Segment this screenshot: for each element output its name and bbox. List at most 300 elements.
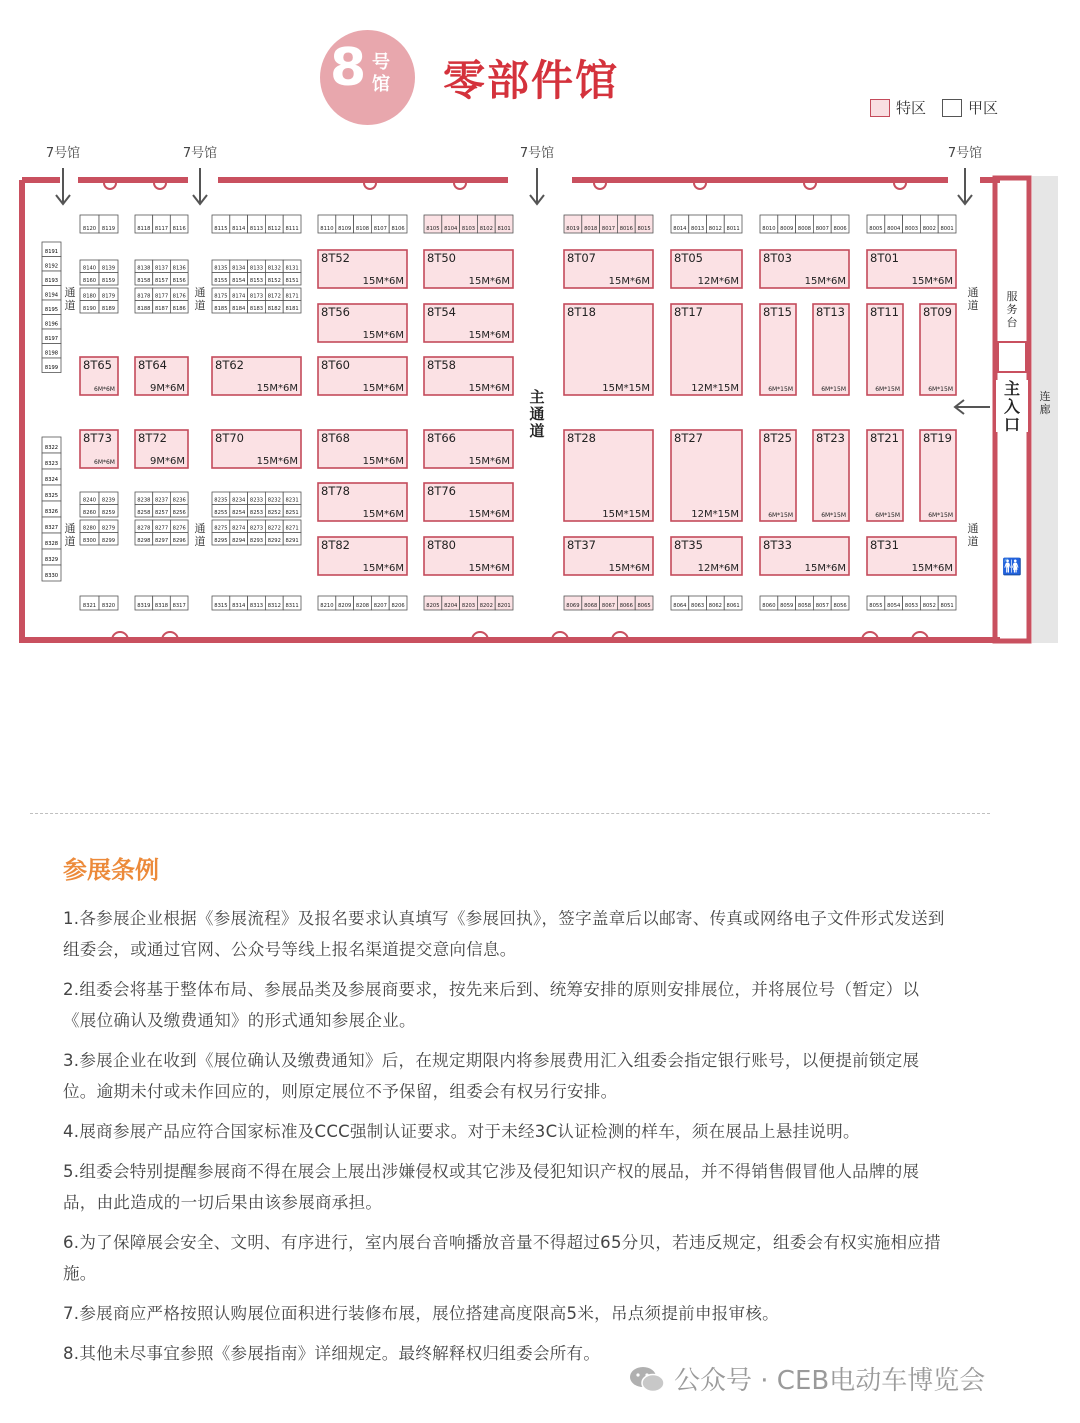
small-booth-label: 8293 xyxy=(249,538,264,544)
main-entrance-label: 主 xyxy=(1003,379,1021,398)
small-booth-label: 8112 xyxy=(267,226,281,232)
legend-special-label: 特区 xyxy=(896,99,927,117)
small-booth-label: 8156 xyxy=(172,278,186,284)
booth-id: 8T03 xyxy=(763,251,792,265)
small-booth-label: 8196 xyxy=(44,321,59,328)
small-booth-label: 8005 xyxy=(869,226,883,232)
small-booth-label: 8187 xyxy=(154,306,169,312)
booth-id: 8T37 xyxy=(567,538,596,552)
small-booth-label: 8232 xyxy=(267,497,281,504)
booth-id: 8T64 xyxy=(138,358,167,372)
small-booth-label: 8238 xyxy=(137,497,151,504)
small-booth-label: 8172 xyxy=(267,293,281,300)
booth-size: 15M*6M xyxy=(804,563,846,574)
small-booth-label: 8193 xyxy=(44,278,59,284)
small-booth-label: 8140 xyxy=(82,265,97,272)
small-booth-label: 8004 xyxy=(887,226,901,232)
booth-size: 15M*15M xyxy=(602,509,650,520)
rule-item: 2.组委会将基于整体布局、参展品类及参展商要求，按先来后到、统筹安排的原则安排展位，并将展位号（暂定）以《展位确认及缴费通知》的形式通知参展企业。 xyxy=(63,980,920,1030)
booth-size: 15M*6M xyxy=(256,456,298,467)
booth-size: 15M*6M xyxy=(804,276,846,287)
small-booth-label: 8185 xyxy=(214,306,228,312)
small-booth-label: 8155 xyxy=(214,278,228,284)
aisle-label: 通 xyxy=(194,522,206,535)
small-booth-label: 8191 xyxy=(44,249,59,255)
small-booth-label: 8192 xyxy=(44,263,59,270)
small-booth-label: 8279 xyxy=(101,525,116,532)
small-booth-label: 8178 xyxy=(137,293,151,300)
booth-size: 6M*15M xyxy=(821,512,846,519)
booth-size: 12M*6M xyxy=(697,276,739,287)
small-booth-label: 8132 xyxy=(267,265,281,272)
small-booth-label: 8184 xyxy=(232,306,246,312)
small-booth-label: 8254 xyxy=(232,510,246,516)
hall7-label: 7号馆 xyxy=(519,146,555,161)
hall-badge-text: 号馆 xyxy=(372,52,390,95)
booth-size: 6M*15M xyxy=(821,386,846,393)
booth-size: 15M*6M xyxy=(362,383,404,394)
booth-size: 15M*15M xyxy=(602,383,650,394)
small-booth-label: 8180 xyxy=(82,293,97,300)
booth-size: 15M*6M xyxy=(608,276,650,287)
rule-item: 3.参展企业在收到《展位确认及缴费通知》后，在规定期限内将参展费用汇入组委会指定银行账号，以便提前锁定展位。逾期未付或未作回应的，则原定展位不予保留，组委会有权另行安排。 xyxy=(63,1051,920,1101)
small-booth-label: 8205 xyxy=(426,603,440,609)
booth-size: 15M*6M xyxy=(256,383,298,394)
small-booth-label: 8017 xyxy=(601,226,616,232)
booth-size: 6M*15M xyxy=(928,386,953,393)
small-booth-label: 8278 xyxy=(137,525,151,532)
booth-id: 8T31 xyxy=(870,538,899,552)
small-booth-label: 8102 xyxy=(479,226,493,232)
hall7-label: 7号馆 xyxy=(45,146,81,161)
small-booth-label: 8260 xyxy=(82,510,97,516)
small-booth-label: 8314 xyxy=(232,603,246,609)
small-booth-label: 8055 xyxy=(869,603,883,609)
booth-id: 8T28 xyxy=(567,431,596,445)
small-booth-label: 8328 xyxy=(44,541,59,547)
down-arrow-icon xyxy=(193,168,207,204)
booth-id: 8T25 xyxy=(763,431,792,445)
aisle-label: 道 xyxy=(967,535,979,548)
small-booth-label: 8109 xyxy=(338,226,352,232)
small-booth-label: 8240 xyxy=(82,497,97,504)
small-booth-label: 8313 xyxy=(249,603,264,609)
booth-size: 15M*6M xyxy=(362,276,404,287)
small-booth-label: 8173 xyxy=(249,293,264,300)
small-booth-label: 8326 xyxy=(44,509,59,515)
rules-title: 参展条例 xyxy=(63,856,159,884)
small-booth-label: 8257 xyxy=(154,510,169,516)
small-booth-label: 8299 xyxy=(101,538,116,544)
small-booth-label: 8209 xyxy=(338,603,352,609)
rule-item: 1.各参展企业根据《参展流程》及报名要求认真填写《参展回执》，签字盖章后以邮寄、传真或网络电子文件形式发送到组委会，或通过官网、公众号等线上报名渠道提交意向信息。 xyxy=(63,909,945,959)
small-booth-label: 8177 xyxy=(154,293,169,300)
small-booth-label: 8054 xyxy=(887,603,901,609)
small-booth-label: 8321 xyxy=(82,603,97,609)
small-booth-label: 8104 xyxy=(444,226,458,232)
booth-size: 12M*15M xyxy=(691,509,739,520)
booth-id: 8T07 xyxy=(567,251,596,265)
small-booth-label: 8116 xyxy=(172,226,186,232)
booth-id: 8T01 xyxy=(870,251,899,265)
small-booth-label: 8103 xyxy=(461,226,476,232)
small-booth-label: 8014 xyxy=(673,226,687,232)
booth-id: 8T09 xyxy=(923,305,952,319)
small-booth-label: 8158 xyxy=(137,278,151,284)
small-booth-label: 8274 xyxy=(232,525,246,532)
small-booth-label: 8001 xyxy=(940,226,954,232)
small-booth-label: 8202 xyxy=(479,603,493,609)
booth-size: 12M*6M xyxy=(697,563,739,574)
small-booth-label: 8015 xyxy=(637,226,651,232)
booth-id: 8T21 xyxy=(870,431,899,445)
booth-size: 15M*6M xyxy=(468,563,510,574)
small-booth-label: 8252 xyxy=(267,510,281,516)
door-icon xyxy=(804,183,816,189)
small-booth-label: 8312 xyxy=(267,603,281,609)
restroom-icon: 🚻 xyxy=(1002,557,1022,576)
small-booth-label: 8114 xyxy=(232,226,246,232)
booth-size: 9M*6M xyxy=(150,456,185,467)
small-booth-label: 8154 xyxy=(232,278,246,284)
small-booth-label: 8137 xyxy=(154,265,169,272)
aisle-label: 通 xyxy=(967,286,979,299)
small-booth-label: 8277 xyxy=(154,525,169,532)
booth-id: 8T60 xyxy=(321,358,350,372)
booth-id: 8T15 xyxy=(763,305,792,319)
small-booth-label: 8320 xyxy=(101,603,116,609)
small-booth-label: 8060 xyxy=(762,603,776,609)
small-booth-label: 8194 xyxy=(44,292,59,299)
small-booth-label: 8066 xyxy=(619,603,633,609)
small-booth-label: 8208 xyxy=(355,603,370,609)
booth-id: 8T05 xyxy=(674,251,703,265)
hall7-label: 7号馆 xyxy=(947,146,983,161)
booth-id: 8T17 xyxy=(674,305,703,319)
booth-size: 15M*6M xyxy=(362,456,404,467)
small-booth-label: 8294 xyxy=(232,538,246,544)
small-booth-label: 8068 xyxy=(584,603,598,609)
booth-id: 8T78 xyxy=(321,484,350,498)
wechat-icon xyxy=(628,1364,666,1394)
floor-plan xyxy=(0,0,1080,660)
small-booth-label: 8101 xyxy=(497,226,511,232)
aisle-label: 通 xyxy=(194,286,206,299)
main-aisle-label: 道 xyxy=(529,422,545,440)
small-booth-label: 8179 xyxy=(101,293,116,300)
small-booth-label: 8295 xyxy=(214,538,228,544)
small-booth-label: 8057 xyxy=(815,603,829,609)
small-booth-label: 8231 xyxy=(285,497,299,504)
door-icon xyxy=(104,183,116,189)
small-booth-label: 8276 xyxy=(172,525,186,532)
small-booth-label: 8176 xyxy=(172,293,186,300)
service-desk-label: 服 xyxy=(1006,290,1018,303)
small-booth-label: 8259 xyxy=(101,510,116,516)
service-desk-label: 台 xyxy=(1006,316,1018,329)
small-booth-label: 8272 xyxy=(267,525,281,532)
booth-id: 8T58 xyxy=(427,358,456,372)
small-booth-label: 8106 xyxy=(391,226,405,232)
service-box xyxy=(998,342,1026,372)
booth-id: 8T27 xyxy=(674,431,703,445)
hall7-label: 7号馆 xyxy=(182,146,218,161)
small-booth-label: 8327 xyxy=(44,525,59,531)
booth-id: 8T80 xyxy=(427,538,456,552)
booth-size: 15M*6M xyxy=(468,456,510,467)
small-booth-label: 8064 xyxy=(673,603,687,609)
door-icon xyxy=(154,183,166,189)
small-booth-label: 8009 xyxy=(780,226,794,232)
small-booth-label: 8236 xyxy=(172,497,186,504)
small-booth-label: 8280 xyxy=(82,525,97,532)
aisle-label: 道 xyxy=(194,299,206,312)
small-booth-label: 8059 xyxy=(780,603,794,609)
small-booth-label: 8186 xyxy=(172,306,186,312)
small-booth-label: 8329 xyxy=(44,557,59,563)
booth-size: 15M*6M xyxy=(362,563,404,574)
small-booth-label: 8235 xyxy=(214,497,228,504)
small-booth-label: 8201 xyxy=(497,603,511,609)
small-booth-label: 8271 xyxy=(285,525,299,532)
small-booth-label: 8107 xyxy=(373,226,387,232)
small-booth-label: 8159 xyxy=(101,278,116,284)
small-booth-label: 8171 xyxy=(285,293,299,300)
small-booth-label: 8296 xyxy=(172,538,186,544)
small-booth-label: 8063 xyxy=(691,603,705,609)
small-booth-label: 8003 xyxy=(904,226,919,232)
small-booth-label: 8051 xyxy=(940,603,954,609)
small-booth-label: 8052 xyxy=(922,603,936,609)
booth-size: 12M*15M xyxy=(691,383,739,394)
corridor-label: 连 xyxy=(1039,390,1051,403)
small-booth-label: 8239 xyxy=(101,497,116,504)
booth-id: 8T11 xyxy=(870,305,899,319)
small-booth-label: 8007 xyxy=(815,226,829,232)
booth-id: 8T76 xyxy=(427,484,456,498)
booth-id: 8T82 xyxy=(321,538,350,552)
small-booth-label: 8183 xyxy=(249,306,264,312)
aisle-label: 通 xyxy=(967,522,979,535)
small-booth-label: 8198 xyxy=(44,350,59,357)
watermark xyxy=(628,1360,985,1397)
small-booth-label: 8174 xyxy=(232,293,246,300)
corridor-label: 廊 xyxy=(1039,403,1051,416)
booth-size: 15M*6M xyxy=(362,330,404,341)
small-booth-label: 8134 xyxy=(232,265,246,272)
booth-size: 6M*15M xyxy=(875,386,900,393)
booth-id: 8T62 xyxy=(215,358,244,372)
small-booth-label: 8062 xyxy=(708,603,722,609)
small-booth-label: 8135 xyxy=(214,265,228,272)
small-booth-label: 8002 xyxy=(922,226,936,232)
small-booth-label: 8190 xyxy=(82,306,97,312)
aisle-label: 道 xyxy=(194,535,206,548)
small-booth-label: 8010 xyxy=(762,226,776,232)
small-booth-label: 8233 xyxy=(249,497,264,504)
small-booth-label: 8210 xyxy=(320,603,334,609)
small-booth-label: 8136 xyxy=(172,265,186,272)
small-booth-label: 8105 xyxy=(426,226,440,232)
small-booth-label: 8319 xyxy=(137,603,151,609)
main-aisle-label: 主 xyxy=(529,388,545,406)
small-booth-label: 8197 xyxy=(44,336,59,342)
small-booth-label: 8315 xyxy=(214,603,228,609)
hall-title: 零部件馆 xyxy=(443,56,620,105)
small-booth-label: 8119 xyxy=(101,226,116,232)
small-booth-label: 8138 xyxy=(137,265,151,272)
main-entrance-label: 口 xyxy=(1003,415,1021,434)
main-aisle-label: 通 xyxy=(529,405,545,423)
small-booth-label: 8255 xyxy=(214,510,228,516)
small-booth-label: 8324 xyxy=(44,477,59,483)
booth-size: 6M*15M xyxy=(768,512,793,519)
small-booth-label: 8058 xyxy=(797,603,812,609)
small-booth-label: 8110 xyxy=(320,226,334,232)
small-booth-label: 8115 xyxy=(214,226,228,232)
left-arrow-icon xyxy=(955,400,990,414)
small-booth-label: 8206 xyxy=(391,603,405,609)
booth-id: 8T35 xyxy=(674,538,703,552)
booth-size: 6M*15M xyxy=(875,512,900,519)
door-icon xyxy=(454,183,466,189)
small-booth-label: 8181 xyxy=(285,306,299,312)
hall-number: 8 xyxy=(330,38,367,98)
small-booth-label: 8133 xyxy=(249,265,264,272)
small-booth-label: 8065 xyxy=(637,603,651,609)
small-booth-label: 8056 xyxy=(833,603,847,609)
small-booth-label: 8204 xyxy=(444,603,458,609)
small-booth-label: 8237 xyxy=(154,497,169,504)
booth-size: 15M*6M xyxy=(362,509,404,520)
small-booth-label: 8203 xyxy=(461,603,476,609)
rule-item: 8.其他未尽事宜参照《参展指南》详细规定。最终解释权归组委会所有。 xyxy=(63,1344,601,1363)
booth-size: 6M*6M xyxy=(94,386,115,393)
door-icon xyxy=(594,183,606,189)
small-booth-label: 8117 xyxy=(154,226,169,232)
small-booth-label: 8175 xyxy=(214,293,228,300)
small-booth-label: 8018 xyxy=(584,226,598,232)
small-booth-label: 8160 xyxy=(82,278,97,284)
booth-size: 6M*15M xyxy=(768,386,793,393)
down-arrow-icon xyxy=(958,168,972,204)
booth-id: 8T72 xyxy=(138,431,167,445)
small-booth-label: 8182 xyxy=(267,306,281,312)
small-booth-label: 8256 xyxy=(172,510,186,516)
small-booth-label: 8318 xyxy=(154,603,169,609)
small-booth-label: 8297 xyxy=(154,538,169,544)
small-booth-label: 8118 xyxy=(137,226,151,232)
booth-id: 8T66 xyxy=(427,431,456,445)
small-booth-label: 8016 xyxy=(619,226,633,232)
aisle-label: 道 xyxy=(64,299,76,312)
small-booth-label: 8061 xyxy=(726,603,740,609)
down-arrow-icon xyxy=(56,168,70,204)
small-booth-label: 8153 xyxy=(249,278,264,284)
rule-item: 4.展商参展产品应符合国家标准及CCC强制认证要求。对于未经3C认证检测的样车，须在展品上悬挂说明。 xyxy=(63,1122,860,1141)
booth-id: 8T50 xyxy=(427,251,456,265)
small-booth-label: 8012 xyxy=(708,226,722,232)
booth-size: 15M*6M xyxy=(911,563,953,574)
aisle-label: 道 xyxy=(64,535,76,548)
small-booth-label: 8322 xyxy=(44,445,59,451)
rule-item: 7.参展商应严格按照认购展位面积进行装修布展，展位搭建高度限高5米，吊点须提前申报审核。 xyxy=(63,1304,779,1323)
small-booth-label: 8152 xyxy=(267,278,281,284)
small-booth-label: 8325 xyxy=(44,493,59,499)
booth-size: 9M*6M xyxy=(150,383,185,394)
small-booth-label: 8113 xyxy=(249,226,264,232)
small-booth-label: 8330 xyxy=(44,573,59,579)
small-booth-label: 8111 xyxy=(285,226,299,232)
booth-id: 8T56 xyxy=(321,305,350,319)
booth-size: 15M*6M xyxy=(468,330,510,341)
small-booth-label: 8291 xyxy=(285,538,299,544)
small-booth-label: 8275 xyxy=(214,525,228,532)
door-icon xyxy=(694,183,706,189)
small-booth-label: 8311 xyxy=(285,603,299,609)
door-icon xyxy=(894,183,906,189)
small-booth-label: 8006 xyxy=(833,226,847,232)
small-booth-label: 8067 xyxy=(601,603,616,609)
door-icon xyxy=(364,183,376,189)
small-booth-label: 8234 xyxy=(232,497,246,504)
small-booth-label: 8207 xyxy=(373,603,387,609)
small-booth-label: 8300 xyxy=(82,538,97,544)
booth-id: 8T33 xyxy=(763,538,792,552)
small-booth-label: 8008 xyxy=(797,226,812,232)
booth-size: 15M*6M xyxy=(468,509,510,520)
aisle-label: 通 xyxy=(64,522,76,535)
booth-id: 8T19 xyxy=(923,431,952,445)
booth-size: 15M*6M xyxy=(608,563,650,574)
small-booth-label: 8013 xyxy=(691,226,705,232)
small-booth-label: 8011 xyxy=(726,226,740,232)
small-booth-label: 8298 xyxy=(137,538,151,544)
small-booth-label: 8273 xyxy=(249,525,264,532)
booth-id: 8T18 xyxy=(567,305,596,319)
small-booth-label: 8120 xyxy=(82,226,97,232)
aisle-label: 道 xyxy=(967,299,979,312)
main-entrance-label: 入 xyxy=(1003,397,1021,416)
watermark-text: 公众号 · CEB电动车博览会 xyxy=(674,1366,986,1396)
section-divider xyxy=(30,813,990,814)
small-booth-label: 8151 xyxy=(285,278,299,284)
small-booth-label: 8019 xyxy=(566,226,580,232)
small-booth-label: 8258 xyxy=(137,510,151,516)
legend-a-zone-label: 甲区 xyxy=(968,99,999,117)
rule-item: 5.组委会特别提醒参展商不得在展会上展出涉嫌侵权或其它涉及侵犯知识产权的展品，并不得销售假冒他人品牌的展品，由此造成的一切后果由该参展商承担。 xyxy=(63,1162,920,1212)
small-booth-label: 8189 xyxy=(101,306,116,312)
service-desk-label: 务 xyxy=(1006,303,1018,316)
booth-id: 8T70 xyxy=(215,431,244,445)
small-booth-label: 8053 xyxy=(904,603,919,609)
booth-id: 8T54 xyxy=(427,305,456,319)
small-booth-label: 8188 xyxy=(137,306,151,312)
small-booth-label: 8131 xyxy=(285,265,299,272)
rule-item: 6.为了保障展会安全、文明、有序进行，室内展台音响播放音量不得超过65分贝，若违反规定，组委会有权实施相应措施。 xyxy=(63,1233,941,1283)
down-arrow-icon xyxy=(530,168,544,204)
booth-size: 6M*15M xyxy=(928,512,953,519)
small-booth-label: 8139 xyxy=(101,265,116,272)
small-booth-label: 8069 xyxy=(566,603,580,609)
small-booth-label: 8199 xyxy=(44,365,59,371)
booth-id: 8T23 xyxy=(816,431,845,445)
booth-id: 8T65 xyxy=(83,358,112,372)
booth-id: 8T13 xyxy=(816,305,845,319)
aisle-label: 通 xyxy=(64,286,76,299)
booth-id: 8T68 xyxy=(321,431,350,445)
booth-id: 8T52 xyxy=(321,251,350,265)
